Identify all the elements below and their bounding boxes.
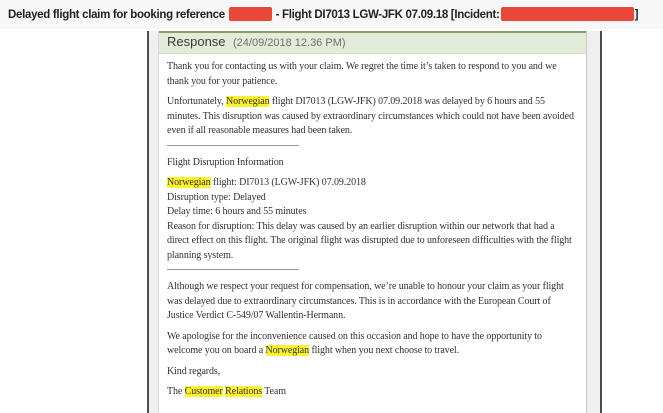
paragraph: Unfortunately, Norwegian flight DI7013 (LGW-JFK) 07.09.2018 was delayed by 6 hours and 55 minutes. This disruption was caused by extraordinary circumstances which could not have been avoided even if all reasonable measures had been taken.	[167, 96, 574, 136]
highlighted-text: Norwegian	[167, 177, 211, 188]
paragraph: Disruption type: Delayed	[167, 191, 266, 203]
highlighted-text: Relations	[225, 386, 263, 397]
paragraph: Reason for disruption: This delay was caused by an earlier disruption within our network that had a direct effect on this flight. The original flight was disrupted due to unforeseen difficulties with the flight planning system.	[167, 220, 572, 261]
paragraph: The Customer Relations Team	[167, 386, 286, 397]
separator-line	[167, 269, 299, 270]
response-body[interactable]	[159, 54, 586, 412]
paragraph: Although we respect your request for compensation, we’re unable to honour your claim as your flight was delayed due to extraordinary circumstances. This is in accordance with the European Court of Justice Verdict C-549/07 Wallentin-Hermann.	[167, 281, 564, 321]
highlighted-text: Norwegian	[265, 345, 310, 356]
highlighted-text: Norwegian	[225, 96, 270, 107]
separator-line	[167, 145, 299, 146]
paragraph: Delay time: 6 hours and 55 minutes	[167, 206, 307, 217]
response-header-label: Response	[167, 34, 226, 49]
paragraph: Kind regards,	[167, 365, 221, 377]
response-header-timestamp: (24/09/2018 12.36 PM)	[233, 37, 346, 49]
highlighted-text: Customer	[184, 386, 223, 397]
paragraph: Flight Disruption Information	[167, 156, 284, 168]
paragraph: Norwegian flight: DI7013 (LGW-JFK) 07.09.2018	[167, 177, 366, 188]
page-title: Delayed flight claim for booking reference - Flight DI7013 LGW-JFK 07.09.18 [Incident: ]	[8, 8, 638, 22]
redaction-box	[229, 7, 272, 21]
redaction-box	[501, 7, 634, 21]
response-panel	[158, 31, 587, 413]
paragraph: We apologise for the inconvenience caused on this occasion and hope to have the opportunity to welcome you on board a Norwegian flight when you next choose to travel.	[167, 330, 542, 356]
paragraph: Thank you for contacting us with your claim. We regret the time it’s taken to respond to you and we thank you for your patience.	[167, 61, 557, 87]
title-bar	[0, 0, 663, 29]
response-header	[159, 31, 586, 54]
